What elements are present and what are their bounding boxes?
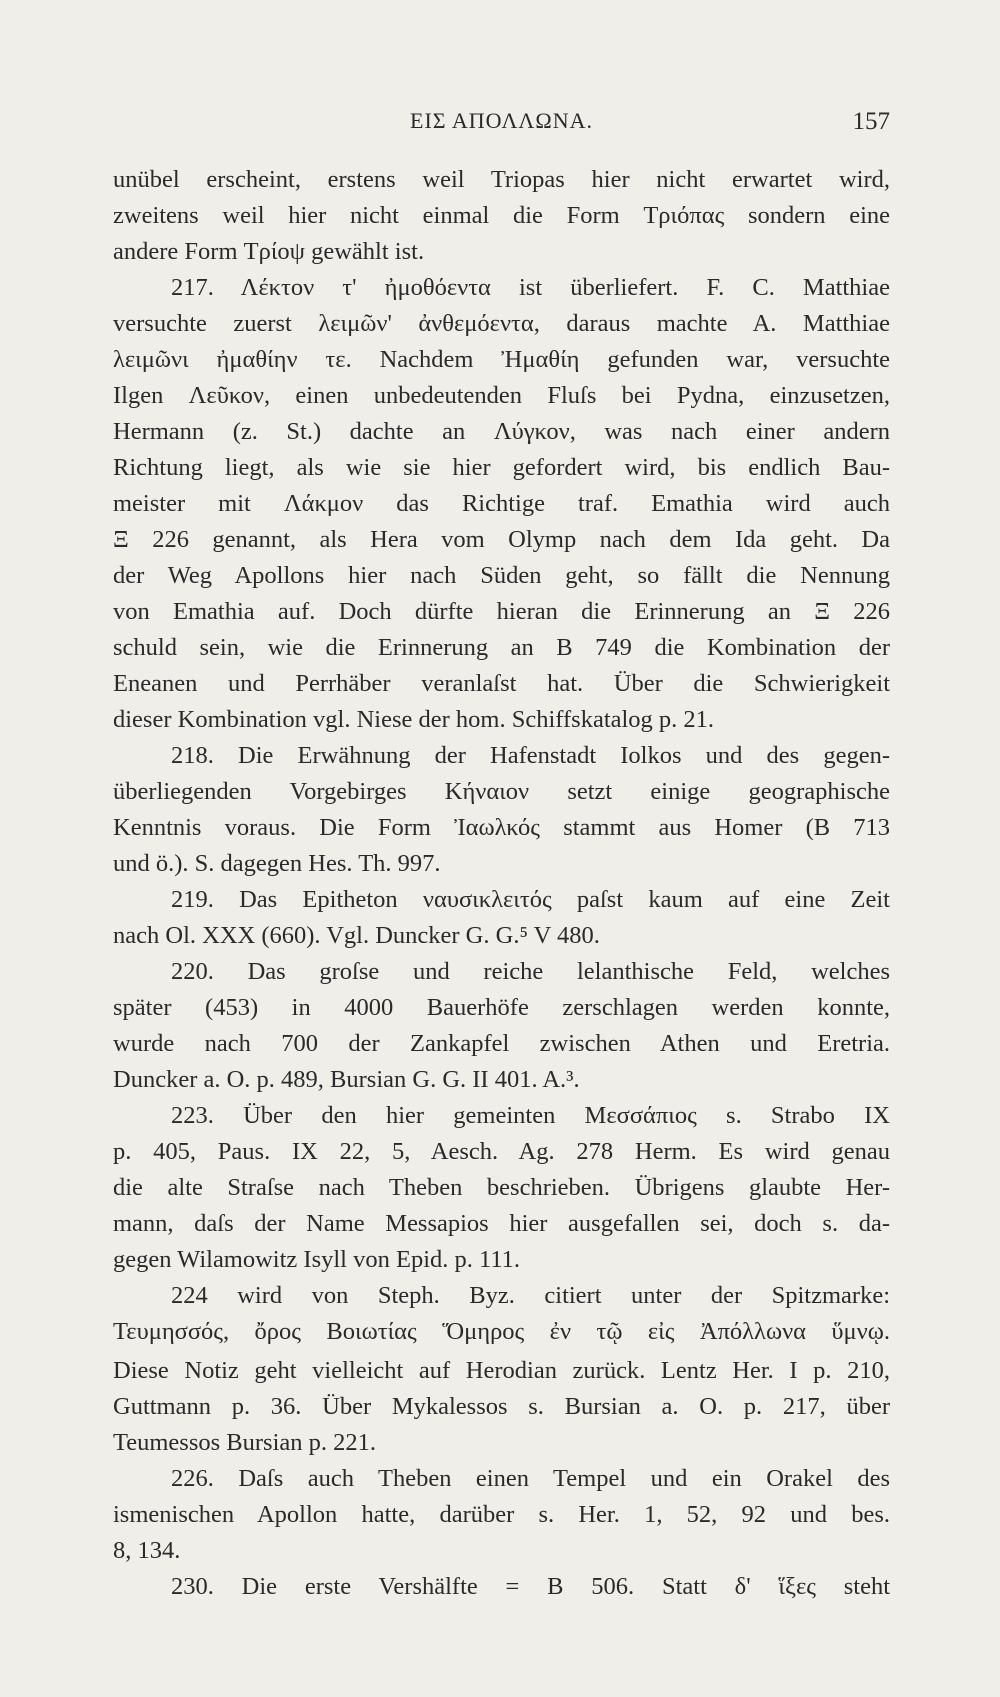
text-line: Richtung liegt, als wie sie hier gefordert wird, bis endlich Bau- xyxy=(113,454,890,481)
text-line: wurde nach 700 der Zankapfel zwischen Athen und Eretria. xyxy=(113,1030,890,1057)
text-line: zweitens weil hier nicht einmal die Form Τριόπας sondern eine xyxy=(113,202,890,229)
text-line: 217. Λέκτον τ' ἠμοθόεντα ist überliefert. F. C. Matthiae xyxy=(171,274,890,301)
text-line: 224 wird von Steph. Byz. citiert unter der Spitzmarke: xyxy=(171,1282,890,1309)
text-line: versuchte zuerst λειμῶν' ἀνθεμόεντα, daraus machte A. Matthiae xyxy=(113,310,890,337)
text-line: nach Ol. XXX (660). Vgl. Duncker G. G.⁵ V 480. xyxy=(113,922,600,949)
text-line: ismenischen Apollon hatte, darüber s. Her. 1, 52, 92 und bes. xyxy=(113,1501,890,1528)
text-line: meister mit Λάκμον das Richtige traf. Emathia wird auch xyxy=(113,490,890,517)
text-line: Ilgen Λεῦκον, einen unbedeutenden Fluſs bei Pydna, einzusetzen, xyxy=(113,382,890,409)
body-text xyxy=(113,162,890,1605)
text-line: Ξ 226 genannt, als Hera vom Olymp nach dem Ida geht. Da xyxy=(113,526,890,553)
page-number: 157 xyxy=(852,108,890,135)
running-title: ΕΙΣ ΑΠΟΛΛΩΝΑ. xyxy=(410,108,593,133)
text-line: andere Form Τρίοψ gewählt ist. xyxy=(113,238,425,265)
text-line: Τευμησσός, ὄρος Βοιωτίας Ὅμηρος ἐν τῷ εἰς Ἀπόλλωνα ὕμνῳ. xyxy=(113,1318,890,1345)
text-line: p. 405, Paus. IX 22, 5, Aesch. Ag. 278 Herm. Es wird genau xyxy=(113,1138,890,1165)
text-line: überliegenden Vorgebirges Κήναιον setzt einige geographische xyxy=(113,778,890,805)
text-line: Hermann (z. St.) dachte an Λύγκον, was nach einer andern xyxy=(113,418,890,445)
text-line: Eneanen und Perrhäber veranlaſst hat. Über die Schwierigkeit xyxy=(113,670,890,697)
text-line: 8, 134. xyxy=(113,1537,181,1564)
text-line: von Emathia auf. Doch dürfte hieran die Erinnerung an Ξ 226 xyxy=(113,598,890,625)
text-line: mann, daſs der Name Messapios hier ausgefallen sei, doch s. da- xyxy=(113,1210,890,1237)
text-line: 220. Das groſse und reiche lelanthische Feld, welches xyxy=(171,958,890,985)
text-line: 219. Das Epitheton ναυσικλειτός paſst kaum auf eine Zeit xyxy=(171,886,890,913)
text-line: die alte Straſse nach Theben beschrieben. Übrigens glaubte Her- xyxy=(113,1174,890,1201)
text-line: Duncker a. O. p. 489, Bursian G. G. II 401. A.³. xyxy=(113,1066,580,1093)
text-line: gegen Wilamowitz Isyll von Epid. p. 111. xyxy=(113,1246,521,1273)
text-line: unübel erscheint, erstens weil Triopas hier nicht erwartet wird, xyxy=(113,166,890,193)
text-line: 226. Daſs auch Theben einen Tempel und ein Orakel des xyxy=(171,1465,890,1492)
text-line: und ö.). S. dagegen Hes. Th. 997. xyxy=(113,850,441,877)
text-line: schuld sein, wie die Erinnerung an B 749 die Kombination der xyxy=(113,634,890,661)
text-line: Diese Notiz geht vielleicht auf Herodian zurück. Lentz Her. I p. 210, xyxy=(113,1357,890,1384)
text-line: dieser Kombination vgl. Niese der hom. Schiffskatalog p. 21. xyxy=(113,706,715,733)
text-line: Teumessos Bursian p. 221. xyxy=(113,1429,377,1456)
text-line: der Weg Apollons hier nach Süden geht, so fällt die Nennung xyxy=(113,562,890,589)
text-line: λειμῶνι ἠμαθίην τε. Nachdem Ἠμαθίη gefunden war, versuchte xyxy=(113,346,890,373)
text-line: später (453) in 4000 Bauerhöfe zerschlagen werden konnte, xyxy=(113,994,890,1021)
text-line: 218. Die Erwähnung der Hafenstadt Iolkos und des gegen- xyxy=(171,742,890,769)
running-head xyxy=(113,108,890,138)
text-line: Kenntnis voraus. Die Form Ἰαωλκός stammt aus Homer (B 713 xyxy=(113,814,890,841)
text-line: 223. Über den hier gemeinten Μεσσάπιος s. Strabo IX xyxy=(171,1102,890,1129)
text-line: 230. Die erste Vershälfte = B 506. Statt δ' ἵξες steht xyxy=(171,1573,890,1600)
text-line: Guttmann p. 36. Über Mykalessos s. Bursian a. O. p. 217, über xyxy=(113,1393,890,1420)
